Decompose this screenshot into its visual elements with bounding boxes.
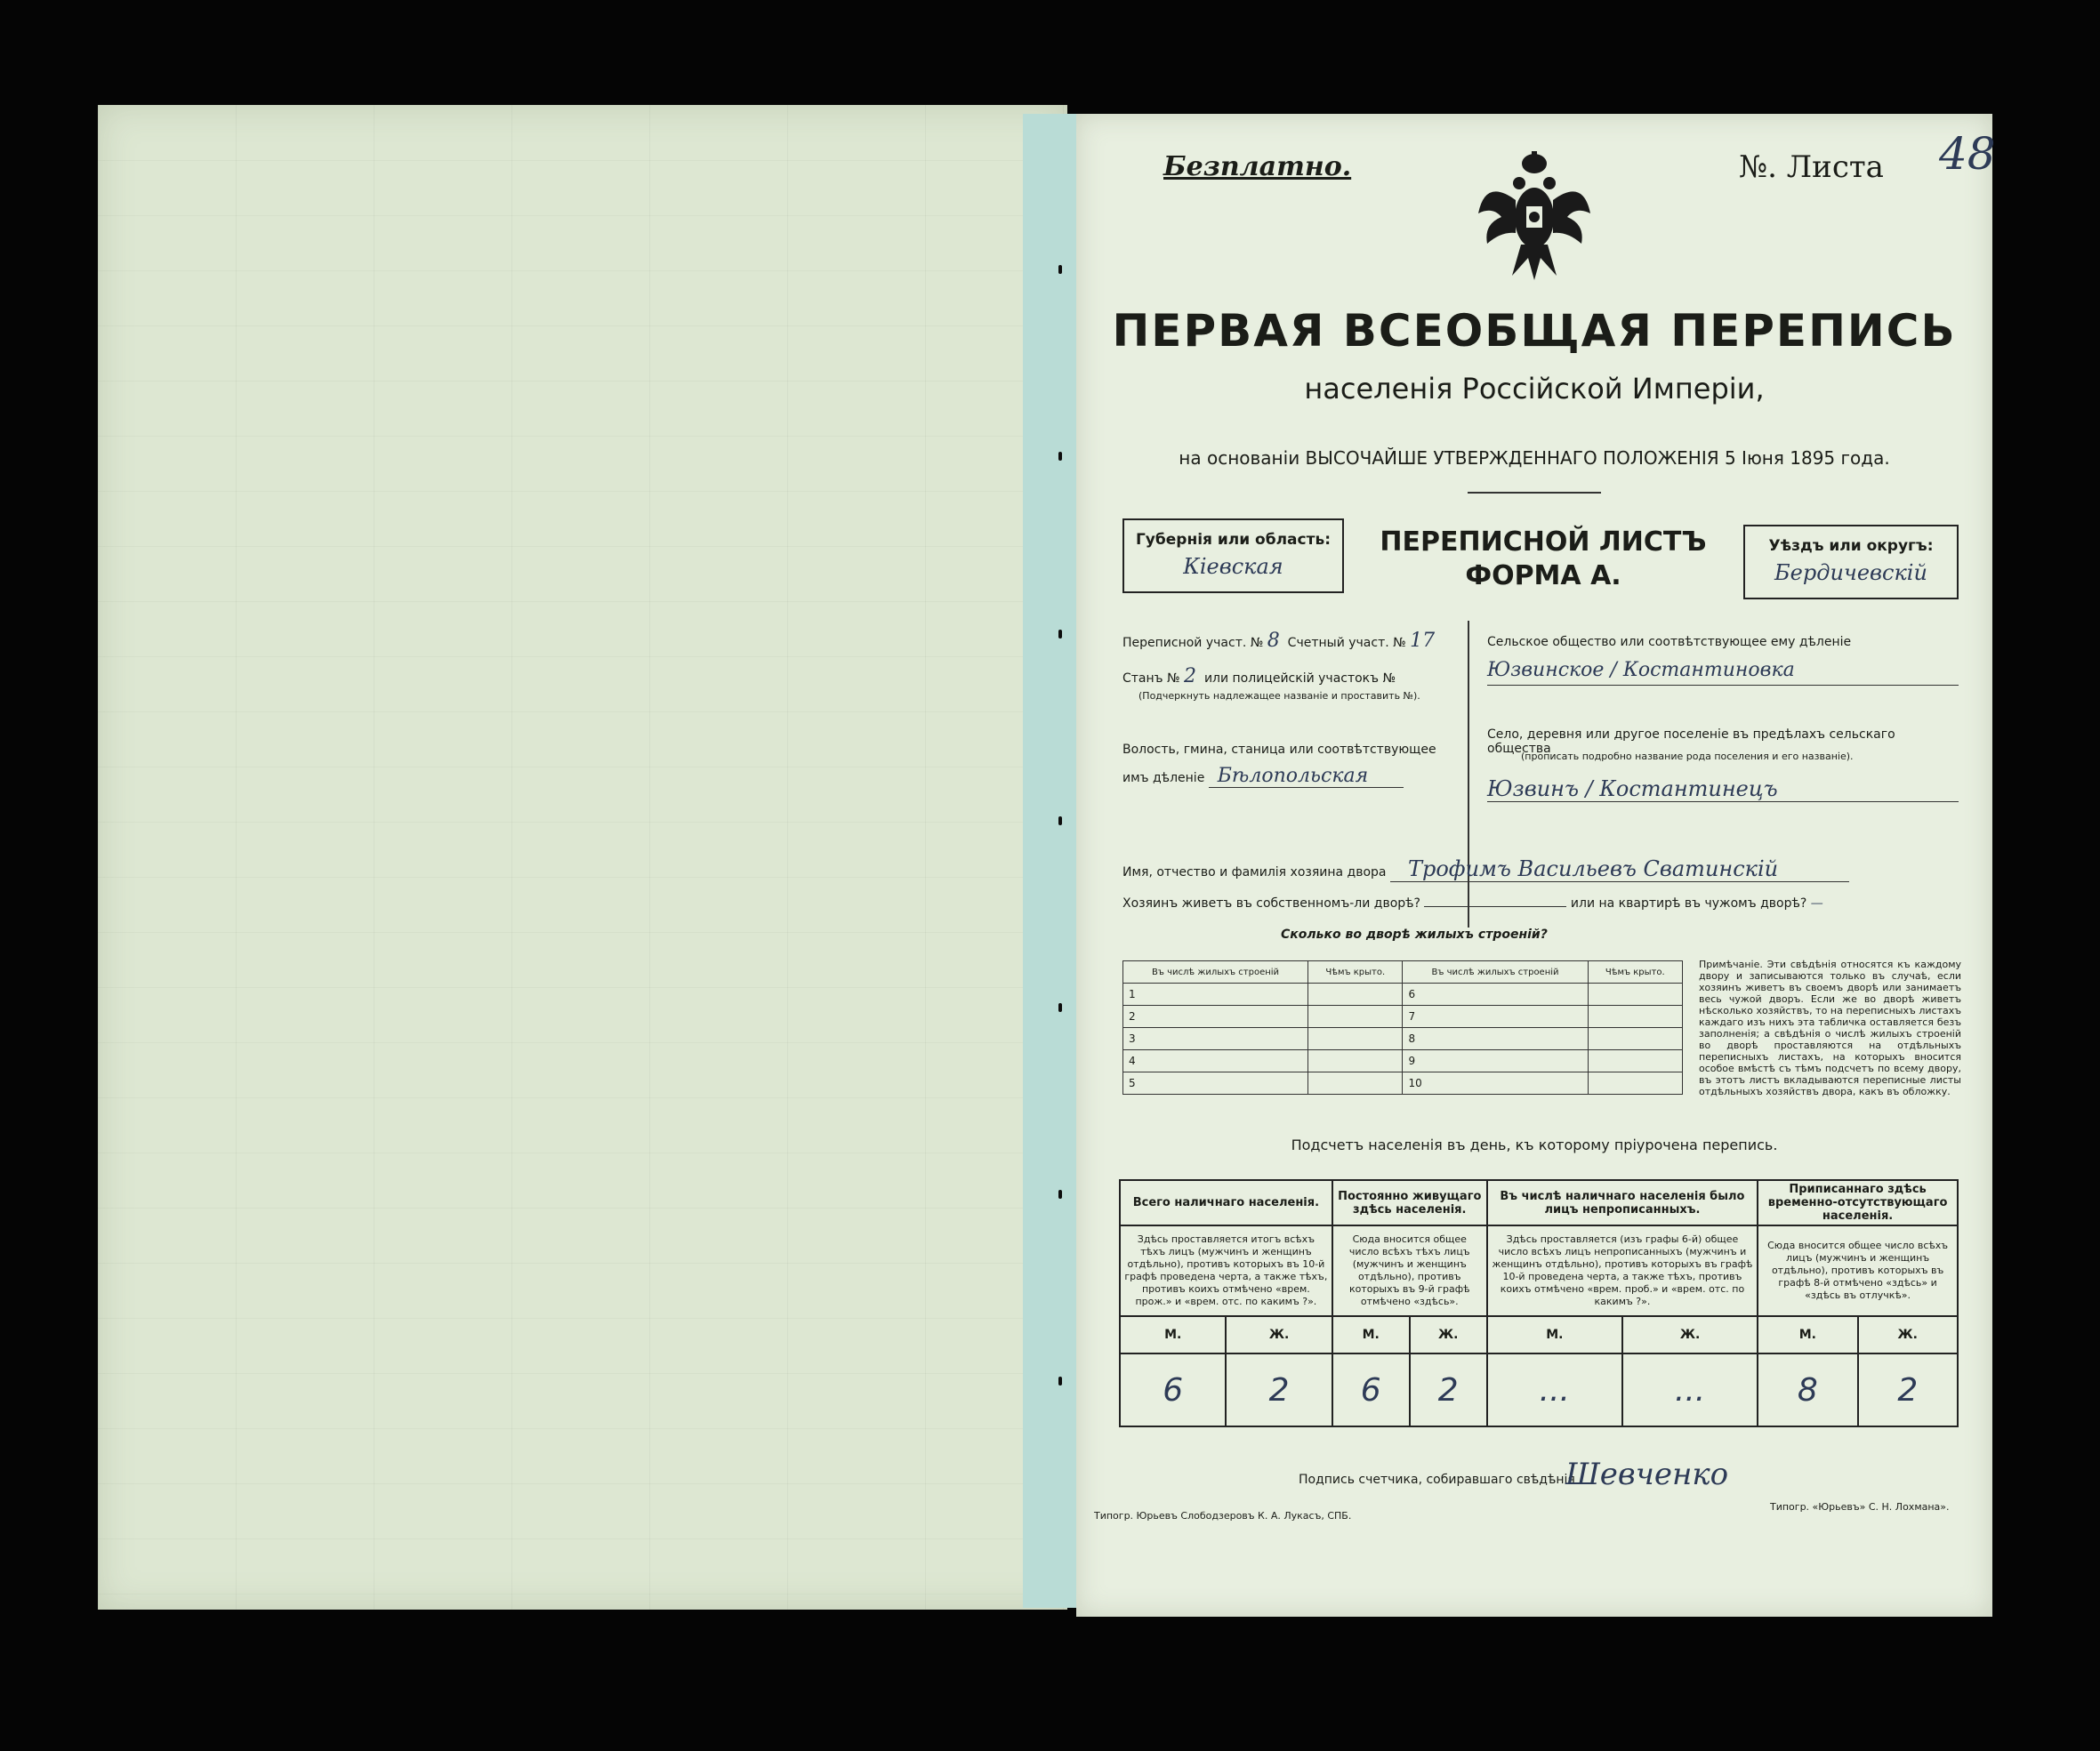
pop-col-head: Въ числѣ наличнаго населенія было лицъ непрописанныхъ. bbox=[1487, 1180, 1758, 1225]
pop-value: 2 bbox=[1410, 1353, 1487, 1426]
structure-row-num: 9 bbox=[1403, 1050, 1588, 1072]
census-district-value: 8 bbox=[1267, 630, 1280, 652]
gubernia-value: Кiевская bbox=[1183, 554, 1283, 579]
structure-row-num: 5 bbox=[1123, 1072, 1308, 1095]
free-label: Безплатно. bbox=[1163, 151, 1352, 182]
owner-line bbox=[1122, 856, 1959, 881]
pop-col-head: Постоянно живущаго здѣсь населенія. bbox=[1332, 1180, 1487, 1225]
uezd-box bbox=[1743, 525, 1959, 599]
population-title: Подсчетъ населенія въ день, къ которому пріурочена перепись. bbox=[1291, 1137, 1778, 1153]
sheet-number-label: №. Листа bbox=[1739, 149, 1884, 185]
counting-district-value: 17 bbox=[1410, 630, 1436, 652]
village-label: Село, деревня или другое поселеніе въ предѣлахъ сельскаго общества bbox=[1487, 727, 1895, 756]
binding-hole bbox=[1058, 630, 1062, 639]
sex-female: Ж. bbox=[1410, 1316, 1487, 1353]
rent-value: — bbox=[1810, 896, 1823, 911]
structure-row-num: 10 bbox=[1403, 1072, 1588, 1095]
structure-row-num: 3 bbox=[1123, 1028, 1308, 1050]
binding-hole bbox=[1058, 1190, 1062, 1199]
pop-col-desc: Здѣсь проставляется итогъ всѣхъ тѣхъ лицъ (мужчинъ и женщинъ отдѣльно), противъ которыхъ въ 10-й графѣ проведена черта, а также тѣхъ, противъ коихъ отмѣчено «врем. прож.» и «врем. отс. по какимъ ?». bbox=[1120, 1225, 1332, 1316]
pop-value: ... bbox=[1487, 1353, 1622, 1426]
society-value: Юзвинское / Костантиновка bbox=[1487, 656, 1959, 686]
own-yard-label: Хозяинъ живетъ въ собственномъ-ли дворѣ? bbox=[1122, 896, 1420, 911]
owner-label: Имя, отчество и фамилія хозяина двора bbox=[1122, 865, 1387, 880]
uezd-label: Уѣздъ или округъ: bbox=[1768, 537, 1934, 555]
form-basis-line: на основаніи ВЫСОЧАЙШЕ УТВЕРЖДЕННАГО ПОЛОЖЕНІЯ 5 Іюня 1895 года. bbox=[1179, 447, 1890, 469]
structure-row-num: 2 bbox=[1123, 1006, 1308, 1028]
own-yard-blank bbox=[1424, 906, 1566, 907]
structures-col-number: Въ числѣ жилыхъ строеній bbox=[1123, 961, 1308, 984]
pop-value: 2 bbox=[1226, 1353, 1332, 1426]
police-note: (Подчеркнуть надлежащее названіе и проставить №). bbox=[1139, 690, 1420, 702]
volost-label: Волость, гмина, станица или соотвѣтствующее имъ дѣленіе bbox=[1122, 743, 1436, 785]
pop-value: 8 bbox=[1758, 1353, 1857, 1426]
binding-hole bbox=[1058, 452, 1062, 461]
sex-female: Ж. bbox=[1226, 1316, 1332, 1353]
gubernia-box bbox=[1122, 518, 1344, 593]
stan-value: 2 bbox=[1184, 665, 1197, 687]
structure-row-num: 4 bbox=[1123, 1050, 1308, 1072]
form-main-title: ПЕРВАЯ ВСЕОБЩАЯ ПЕРЕПИСЬ bbox=[1112, 305, 1957, 357]
sex-female: Ж. bbox=[1622, 1316, 1758, 1353]
pop-value: 2 bbox=[1858, 1353, 1958, 1426]
form-subtitle: населенія Россійской Имперіи, bbox=[1304, 372, 1765, 406]
form-heading-line1: ПЕРЕПИСНОЙ ЛИСТЪ bbox=[1380, 526, 1707, 558]
society-line bbox=[1487, 628, 1959, 686]
pop-col-desc: Сюда вносится общее число всѣхъ тѣхъ лицъ (мужчинъ и женщинъ отдѣльно), противъ которыхъ въ 9-й графѣ отмѣчено «здѣсь». bbox=[1332, 1225, 1487, 1316]
village-note: (прописать подробно название рода поселения и его названіе). bbox=[1521, 751, 1854, 762]
left-page-blank bbox=[98, 105, 1067, 1610]
pop-col-desc: Сюда вносится общее число всѣхъ лицъ (мужчинъ и женщинъ отдѣльно), противъ которыхъ въ графѣ 8-й отмѣчено «здѣсь» и «здѣсь въ отлучкѣ». bbox=[1758, 1225, 1958, 1316]
volost-value: Бѣлопольская bbox=[1209, 765, 1404, 788]
pop-col-desc: Здѣсь проставляется (изъ графы 6-й) общее число всѣхъ лицъ непрописанныхъ (мужчинъ и женщинъ отдѣльно), противъ которыхъ въ графѣ 10-й проведена черта, а также тѣхъ, противъ коихъ отмѣчено «врем. проб.» и «врем. отс. по какимъ ?». bbox=[1487, 1225, 1758, 1316]
structures-col-number: Въ числѣ жилыхъ строеній bbox=[1403, 961, 1588, 984]
society-label: Сельское общество или соотвѣтствующее ему дѣленіе bbox=[1487, 635, 1852, 649]
signature-value: Шевченко bbox=[1565, 1457, 1729, 1492]
sex-female: Ж. bbox=[1858, 1316, 1958, 1353]
form-heading-line2: ФОРМА А. bbox=[1465, 560, 1621, 591]
structures-col-roof: Чѣмъ крыто. bbox=[1308, 961, 1403, 984]
sex-male: М. bbox=[1120, 1316, 1226, 1353]
pop-value: 6 bbox=[1120, 1353, 1226, 1426]
uezd-value: Бердичевскiй bbox=[1774, 560, 1927, 585]
structure-row-num: 8 bbox=[1403, 1028, 1588, 1050]
book-spine bbox=[1023, 114, 1078, 1608]
stan-label: Станъ № bbox=[1122, 671, 1180, 686]
printer-right: Типогр. «Юрьевъ» С. Н. Лохмана». bbox=[1770, 1501, 1950, 1513]
pop-col-head: Приписаннаго здѣсь временно-отсутствующаго населенія. bbox=[1758, 1180, 1958, 1225]
pop-value: ... bbox=[1622, 1353, 1758, 1426]
structures-col-roof: Чѣмъ крыто. bbox=[1588, 961, 1682, 984]
volost-line bbox=[1122, 736, 1452, 791]
sex-male: М. bbox=[1487, 1316, 1622, 1353]
residence-line bbox=[1122, 896, 1959, 911]
signature-label: Подпись счетчика, собиравшаго свѣдѣнія bbox=[1299, 1473, 1575, 1487]
sex-male: М. bbox=[1332, 1316, 1410, 1353]
ornament-divider bbox=[1468, 492, 1601, 502]
census-form-page bbox=[1076, 114, 1996, 1617]
gubernia-label: Губернія или область: bbox=[1135, 531, 1332, 549]
population-table bbox=[1119, 1179, 1959, 1427]
structure-row-num: 7 bbox=[1403, 1006, 1588, 1028]
structure-row-num: 1 bbox=[1123, 984, 1308, 1006]
buildings-label: Сколько во дворѣ жилыхъ строеній? bbox=[1281, 928, 1548, 942]
binding-hole bbox=[1058, 816, 1062, 825]
police-label: или полицейскій участокъ № bbox=[1203, 671, 1396, 686]
printer-left: Типогр. Юрьевъ Слободзеровъ К. А. Лукасъ, СПБ. bbox=[1094, 1510, 1352, 1522]
pop-value: 6 bbox=[1332, 1353, 1410, 1426]
sheet-number-handwritten: 48 bbox=[1939, 128, 1996, 180]
census-district-label: Переписной участ. № bbox=[1122, 636, 1264, 650]
binding-hole bbox=[1058, 265, 1062, 274]
structure-row-num: 6 bbox=[1403, 984, 1588, 1006]
structures-note: Примѣчаніе. Эти свѣдѣнія относятся къ каждому двору и записываются только въ случаѣ, если хозяинъ живетъ въ своемъ дворѣ или занимаетъ весь чужой дворъ. Если же во дворѣ живетъ нѣсколько хозяйствъ, то на переписныхъ листахъ каждаго изъ нихъ эта табличка оставляется безъ заполненія; а свѣдѣнія о числѣ жилыхъ строеній во дворѣ проставляются на отдѣльныхъ переписныхъ листахъ, на которыхъ вносится особое вмѣстѣ съ тѣмъ подсчетъ по всему двору, въ этотъ листъ вкладываются переписные листы отдѣльныхъ хозяйствъ двора, какъ въ обложку. bbox=[1699, 959, 1961, 1097]
binding-hole bbox=[1058, 1003, 1062, 1012]
village-value: Юзвинъ / Костантинецъ bbox=[1487, 776, 1959, 802]
sex-male: М. bbox=[1758, 1316, 1857, 1353]
rent-label: или на квартирѣ въ чужомъ дворѣ? bbox=[1570, 896, 1807, 911]
structures-table bbox=[1122, 960, 1683, 1095]
counting-district-label: Счетный участ. № bbox=[1287, 636, 1406, 650]
form-heading bbox=[1361, 526, 1726, 593]
binding-hole bbox=[1058, 1377, 1062, 1386]
owner-value: Трофимъ Васильевъ Сватинскiй bbox=[1390, 856, 1849, 882]
imperial-eagle-crest-icon bbox=[1476, 151, 1592, 285]
pop-col-head: Всего наличнаго населенія. bbox=[1120, 1180, 1332, 1225]
